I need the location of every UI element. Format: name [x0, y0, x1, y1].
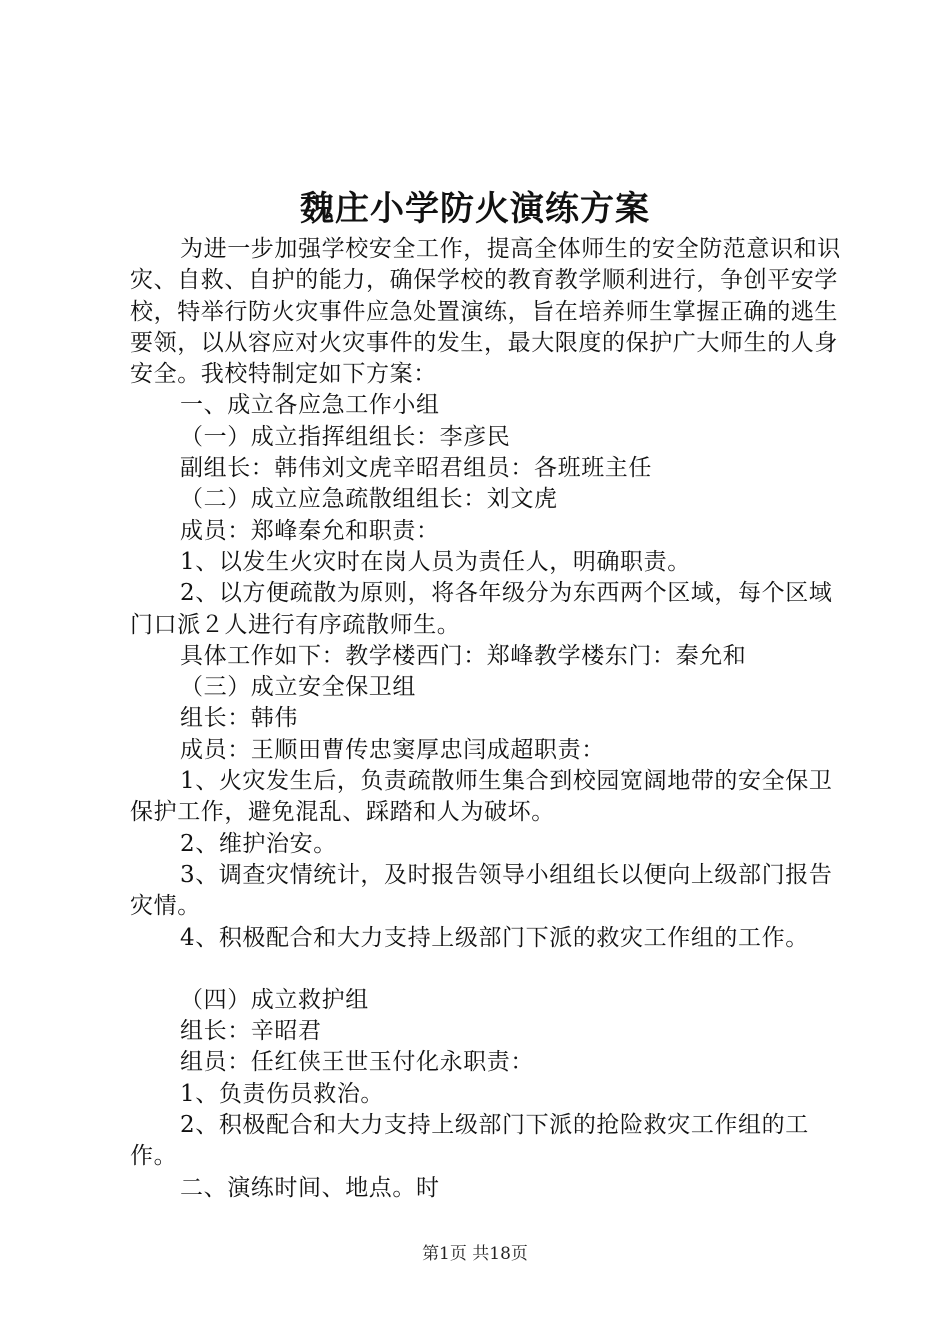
- evacuation-duty-2: 2、以方便疏散为原则，将各年级分为东西两个区域，每个区域门口派２人进行有序疏散师生。: [130, 580, 833, 638]
- command-group-members: 副组长：韩伟刘文虎辛昭君组员：各班班主任: [180, 455, 652, 482]
- rescue-group-heading: （四）成立救护组: [180, 986, 369, 1013]
- section-heading-1: 一、成立各应急工作小组: [180, 392, 440, 419]
- security-group-heading: （三）成立安全保卫组: [180, 674, 416, 701]
- rescue-duty-2: 2、积极配合和大力支持上级部门下派的抢险救灾工作组的工作。: [130, 1112, 809, 1170]
- security-duty-1: 1、火灾发生后，负责疏散师生集合到校园宽阔地带的安全保卫保护工作，避免混乱、踩踏和人为破坏。: [130, 768, 833, 826]
- evacuation-group-leader: （二）成立应急疏散组组长：刘文虎: [180, 486, 558, 513]
- paragraph-gap: [130, 954, 842, 985]
- rescue-group-leader: 组长：辛昭君: [180, 1018, 322, 1045]
- intro-paragraph: 为进一步加强学校安全工作，提高全体师生的安全防范意识和识灾、自救、自护的能力，确保学校的教育教学顺利进行，争创平安学校，特举行防火灾事件应急处置演练，旨在培养师生掌握正确的逃生要领，以从容应对火灾事件的发生，最大限度的保护广大师生的人身安全。我校特制定如下方案：: [130, 236, 841, 388]
- section-heading-2: 二、演练时间、地点。时: [180, 1174, 440, 1201]
- evacuation-duty-1: 1、以发生火灾时在岗人员为责任人，明确职责。: [180, 548, 691, 575]
- security-group-members: 成员：王顺田曹传忠窦厚忠闫成超职责：: [180, 736, 605, 763]
- security-duty-2: 2、维护治安。: [180, 830, 337, 857]
- security-group-leader: 组长：韩伟: [180, 705, 298, 732]
- page-footer: [0, 1243, 950, 1265]
- security-duty-4: 4、积极配合和大力支持上级部门下派的救灾工作组的工作。: [180, 924, 809, 951]
- page-number-label: 第1页 共18页: [422, 1244, 528, 1264]
- rescue-duty-1: 1、负责伤员救治。: [180, 1080, 385, 1107]
- rescue-group-members: 组员：任红侠王世玉付化永职责：: [180, 1049, 534, 1076]
- security-duty-3: 3、调查灾情统计，及时报告领导小组组长以便向上级部门报告灾情。: [130, 861, 833, 920]
- command-group-leader: （一）成立指挥组组长：李彦民: [180, 423, 511, 450]
- document-title: 魏庄小学防火演练方案: [300, 189, 650, 229]
- document-body: [130, 234, 842, 1204]
- evacuation-group-members: 成员：郑峰秦允和职责：: [180, 517, 440, 544]
- evacuation-assignments: 具体工作如下：教学楼西门：郑峰教学楼东门：秦允和: [180, 642, 747, 669]
